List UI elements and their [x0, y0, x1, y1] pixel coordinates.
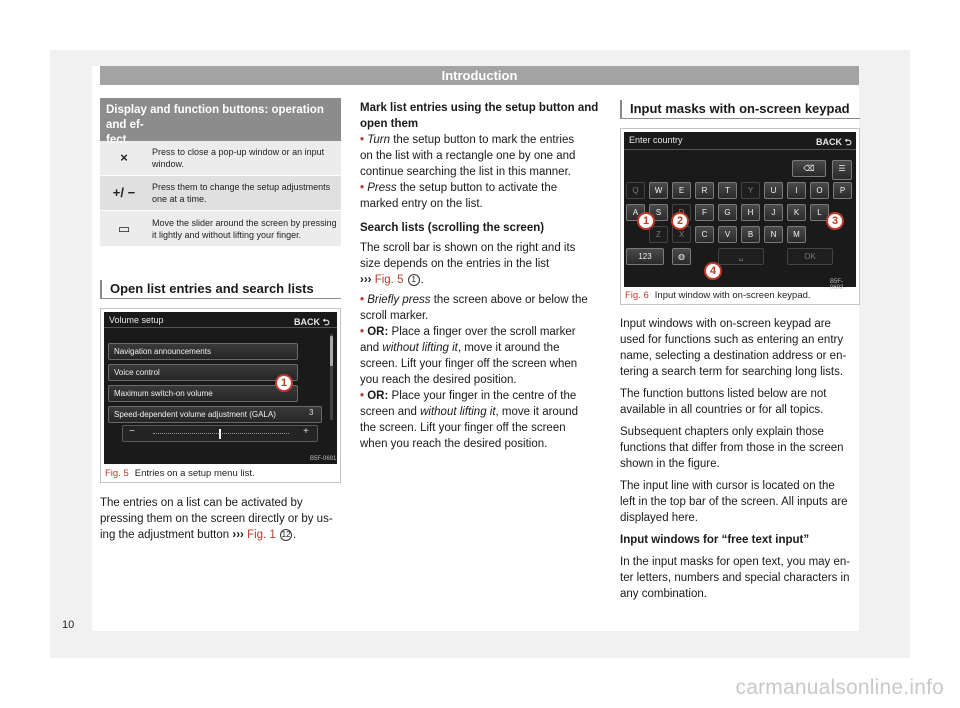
key[interactable]: S — [649, 204, 668, 221]
text-line: the screen. Lift your finger off the screen — [360, 422, 566, 434]
scroll-marker[interactable] — [330, 336, 333, 366]
figure-label: Fig. 5 — [105, 468, 129, 479]
list-item[interactable]: Maximum switch-on volume — [108, 385, 298, 402]
screen-title: Enter country — [629, 135, 683, 145]
text-span: and — [360, 342, 383, 354]
key[interactable]: J — [764, 204, 783, 221]
plus-minus-icon: +/ − — [112, 185, 136, 200]
table-cell: Press them to change the setup adjustments one at a time. — [152, 182, 331, 204]
text-line: scroll marker. — [360, 310, 429, 322]
key[interactable]: L — [810, 204, 829, 221]
text-span: , move it around the — [457, 342, 560, 354]
callout-marker: 1 — [637, 212, 655, 230]
text-span: Place a finger over the scroll marker — [388, 326, 576, 338]
text-span: screen and — [360, 406, 421, 418]
text-span: the setup button to mark the entries — [390, 134, 575, 146]
column-2 — [360, 100, 605, 452]
key[interactable]: N — [764, 226, 783, 243]
figure-link[interactable]: Fig. 5 — [374, 274, 404, 286]
gala-value: 3 — [309, 408, 314, 417]
text-span: ing the adjustment button — [100, 529, 230, 541]
text-line: Subsequent chapters only explain those — [620, 426, 824, 438]
arrow-glyph: ››› — [360, 274, 372, 286]
text-line: In the input masks for open text, you may en- — [620, 556, 851, 568]
back-button[interactable]: BACK ⮌ — [294, 317, 330, 327]
subheading: Mark list entries using the setup button and — [360, 102, 599, 114]
subheading: Input windows for “free text input” — [620, 534, 810, 546]
text-line: when you reach the desired position. — [360, 438, 548, 450]
callout-marker: 4 — [704, 262, 722, 280]
list-item[interactable]: Navigation announcements — [108, 343, 298, 360]
key[interactable]: K — [787, 204, 806, 221]
divider — [624, 149, 856, 150]
key[interactable]: W — [649, 182, 668, 199]
list-activation-paragraph — [100, 495, 345, 543]
text-line: left in the top bar of the screen. All inputs are — [620, 496, 848, 508]
section-heading-keypad: Input masks with on-screen keypad — [620, 100, 860, 118]
bullet-item: • Turn the setup button to mark the entries — [360, 134, 575, 146]
close-icon: × — [120, 150, 128, 165]
figure-link[interactable]: Fig. 1 — [247, 529, 276, 541]
text-line: you reach the desired position. — [360, 374, 517, 386]
text-line: available in all countries or for all topics. — [620, 404, 824, 416]
back-button[interactable]: BACK ⮌ — [816, 137, 852, 147]
key[interactable]: A — [626, 204, 645, 221]
image-code: B5F-0692 — [830, 279, 844, 291]
image-code: B5F-0691 — [310, 456, 337, 462]
text-span: . — [420, 274, 424, 286]
section-header: Introduction — [100, 66, 859, 85]
key[interactable]: H — [741, 204, 760, 221]
text-line — [360, 272, 605, 288]
text-line: Input windows with on-screen keypad are — [620, 318, 831, 330]
text-line: on the list with a rectangle one by one and — [360, 150, 576, 162]
slider-handle[interactable] — [219, 429, 221, 439]
callout-ref: 1 — [408, 274, 420, 286]
text-line: screen. Lift your finger off the screen when — [360, 358, 578, 370]
text-line: The entries on a list can be activated by — [100, 497, 303, 509]
text-line: name, selecting a destination address or en- — [620, 350, 847, 362]
key[interactable]: B — [741, 226, 760, 243]
text-line: pressing them on the screen directly or by us- — [100, 513, 333, 525]
key[interactable]: V — [718, 226, 737, 243]
key[interactable]: G — [718, 204, 737, 221]
bullet-item: • Press the setup button to activate the — [360, 182, 558, 194]
text-line: used for functions such as entering an entry — [620, 334, 844, 346]
section-heading-lists: Open list entries and search lists — [100, 280, 341, 298]
keypad-screen — [624, 132, 856, 291]
table-row — [100, 176, 341, 211]
text-line: shown in the figure. — [620, 458, 720, 470]
table-cell: Move the slider around the screen by pressing it lightly and without lifting your finger. — [152, 217, 337, 240]
text-line: any combination. — [620, 588, 707, 600]
text-line: continue searching the list in this manner. — [360, 166, 571, 178]
numeric-key[interactable]: 123 — [626, 248, 664, 265]
page-number: 10 — [62, 619, 75, 631]
table-title — [100, 98, 341, 146]
backspace-key[interactable]: ⌫ — [792, 160, 826, 177]
text-line: functions that differ from those in the screen — [620, 442, 844, 454]
list-item[interactable]: Speed-dependent volume adjustment (GALA) — [108, 406, 322, 423]
figure-label: Fig. 6 — [625, 290, 649, 301]
callout-marker: 3 — [826, 212, 844, 230]
table-row — [100, 141, 341, 176]
table-cell: Press to close a pop-up window or an input window. — [152, 147, 325, 169]
minus-button[interactable]: − — [129, 426, 135, 437]
key[interactable]: T — [718, 182, 737, 199]
text-line: size depends on the entries in the list — [360, 258, 550, 270]
text-span: the setup button to activate the — [396, 182, 558, 194]
bullet-item: • OR: Place your finger in the centre of the — [360, 390, 577, 402]
subheading: Search lists (scrolling the screen) — [360, 222, 545, 234]
text-line: The scroll bar is shown on the right and its — [360, 242, 576, 254]
table-title-line2: fect — [106, 134, 127, 146]
text-span: , move it around — [495, 406, 579, 418]
figure-caption — [625, 290, 811, 302]
key[interactable]: Z — [649, 226, 668, 243]
figure-caption — [105, 468, 255, 480]
text-span: Press — [367, 182, 397, 194]
text-line: marked entry on the list. — [360, 198, 483, 210]
ok-key[interactable]: OK — [787, 248, 833, 265]
key[interactable]: O — [810, 182, 829, 199]
key[interactable]: X — [672, 226, 691, 243]
subheading: open them — [360, 118, 419, 130]
slider-icon: ▭ — [117, 220, 131, 236]
text-span: the screen above or below the — [430, 294, 588, 306]
text-line — [360, 404, 605, 420]
list-key[interactable]: ☰ — [832, 160, 852, 180]
divider — [100, 298, 341, 299]
key[interactable]: F — [695, 204, 714, 221]
text-span: Turn — [367, 134, 391, 146]
plus-button[interactable]: + — [303, 426, 309, 437]
figure-5 — [100, 308, 341, 483]
text-line — [100, 527, 345, 543]
text-line: tering a search term for searching long lists. — [620, 366, 844, 378]
bullet-item: • Briefly press the screen above or below the — [360, 294, 588, 306]
text-span: OR: — [367, 390, 389, 402]
key[interactable]: E — [672, 182, 691, 199]
text-span: without lifting it — [420, 406, 496, 418]
text-line — [360, 340, 605, 356]
slider-track — [153, 433, 289, 435]
key[interactable]: M — [787, 226, 806, 243]
table-row — [100, 211, 341, 247]
function-buttons-table — [100, 98, 341, 247]
key[interactable]: Y — [741, 182, 760, 199]
text-span: Place your finger in the centre of the — [388, 390, 577, 402]
callout-ref: 12 — [281, 529, 291, 539]
bullet-item: • OR: Place a finger over the scroll marker — [360, 326, 576, 338]
text-line: The function buttons listed below are not — [620, 388, 827, 400]
watermark: carmanualsonline.info — [735, 676, 944, 699]
text-span: . — [293, 529, 297, 541]
callout-marker: 1 — [275, 374, 293, 392]
list-item[interactable]: Voice control — [108, 364, 298, 381]
table-title-line1: Display and function buttons: operation and ef- — [106, 104, 324, 131]
text-line: The input line with cursor is located on the — [620, 480, 835, 492]
key[interactable]: P — [833, 182, 852, 199]
divider — [620, 118, 860, 119]
space-key[interactable]: ␣ — [718, 248, 764, 265]
text-span: Briefly press — [367, 294, 431, 306]
screen-title: Volume setup — [109, 315, 164, 325]
caption-text: Input window with on-screen keypad. — [654, 290, 811, 301]
text-line: displayed here. — [620, 512, 698, 524]
key[interactable]: R — [695, 182, 714, 199]
key[interactable]: I — [787, 182, 806, 199]
caption-text: Entries on a setup menu list. — [134, 468, 255, 479]
callout-marker: 2 — [671, 212, 689, 230]
key[interactable]: C — [695, 226, 714, 243]
globe-key[interactable]: ◍ — [672, 248, 691, 265]
column-3 — [620, 316, 865, 602]
volume-slider[interactable] — [122, 425, 318, 442]
key[interactable]: Q — [626, 182, 645, 199]
arrow-glyph: ››› — [232, 529, 244, 541]
text-span: OR: — [367, 326, 389, 338]
volume-setup-screen — [104, 312, 337, 464]
text-line: ter letters, numbers and special characters in — [620, 572, 850, 584]
text-span: without lifting it — [382, 342, 458, 354]
key[interactable]: U — [764, 182, 783, 199]
figure-6 — [620, 128, 860, 305]
